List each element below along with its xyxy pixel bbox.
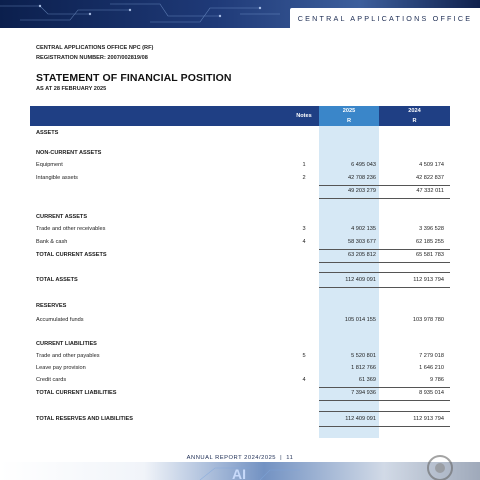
- svg-text:AI: AI: [232, 466, 246, 480]
- table-row: TOTAL CURRENT ASSETS 63 205 812 65 581 783: [36, 252, 444, 258]
- subtotal-rule: [319, 400, 450, 401]
- table-row: TOTAL ASSETS 112 409 091 112 913 794: [36, 277, 444, 283]
- page-footer: [0, 455, 480, 461]
- year-2025-label: 2025: [342, 108, 356, 114]
- circuit-footer-graphic: [0, 446, 480, 480]
- total-rule: [319, 426, 450, 427]
- subtotal-rule: [319, 198, 450, 199]
- table-row: Trade and other payables 5 5 520 801 7 279 018: [36, 353, 444, 359]
- notes-column-header: Notes: [296, 113, 312, 119]
- table-row: TOTAL CURRENT LIABILITIES 7 394 936 8 935 014: [36, 390, 444, 396]
- statement-title: STATEMENT OF FINANCIAL POSITION: [36, 72, 232, 84]
- top-banner: [0, 0, 480, 28]
- table-header: [30, 106, 450, 126]
- table-row: 49 203 279 47 332 011: [348, 188, 444, 194]
- company-info: [36, 44, 153, 63]
- org-name-label: CENTRAL APPLICATIONS OFFICE: [290, 8, 480, 28]
- year-2024-column-header: [379, 106, 450, 126]
- table-row: Trade and other receivables 3 4 902 135 3 396 528: [36, 226, 444, 232]
- subtotal-rule: [319, 262, 450, 263]
- table-row: CURRENT LIABILITIES: [36, 341, 97, 347]
- annual-report-label: ANNUAL REPORT 2024/2025: [186, 455, 277, 461]
- table-row: Intangible assets 2 42 708 236 42 822 837: [36, 175, 444, 181]
- year-2025-column-header: [319, 106, 379, 126]
- table-row: Accumulated funds 105 014 155 103 978 780: [36, 317, 444, 323]
- table-row: TOTAL RESERVES AND LIABILITIES 112 409 091 112 913 794: [36, 416, 444, 422]
- statement-subtitle: AS AT 28 FEBRUARY 2025: [36, 86, 107, 92]
- registration-number: REGISTRATION NUMBER: 2007/002819/08: [36, 54, 148, 61]
- total-rule: [319, 287, 450, 288]
- footer-separator: |: [280, 455, 283, 461]
- table-row: CURRENT ASSETS: [36, 214, 88, 220]
- table-row: Bank & cash 4 58 303 677 62 185 255: [36, 239, 444, 245]
- table-row: Leave pay provision 1 812 766 1 646 210: [36, 365, 444, 371]
- table-row: RESERVES: [36, 303, 67, 309]
- total-rule: [319, 272, 450, 273]
- table-row: Credit cards 4 61 369 9 786: [36, 377, 444, 383]
- footer-graphic: [0, 446, 480, 480]
- total-rule: [319, 411, 450, 412]
- statement-heading: [36, 72, 232, 92]
- financial-position-table: [30, 106, 450, 438]
- year-2024-label: 2024: [408, 108, 421, 114]
- table-row: Equipment 1 6 495 043 4 509 174: [36, 162, 444, 168]
- company-name: CENTRAL APPLICATIONS OFFICE NPC (RF): [36, 45, 154, 51]
- table-row: ASSETS: [36, 130, 59, 136]
- table-row: NON-CURRENT ASSETS: [36, 150, 102, 156]
- currency-2025-label: R: [346, 118, 352, 124]
- page-number: 11: [286, 455, 294, 461]
- currency-2024-label: R: [412, 118, 417, 124]
